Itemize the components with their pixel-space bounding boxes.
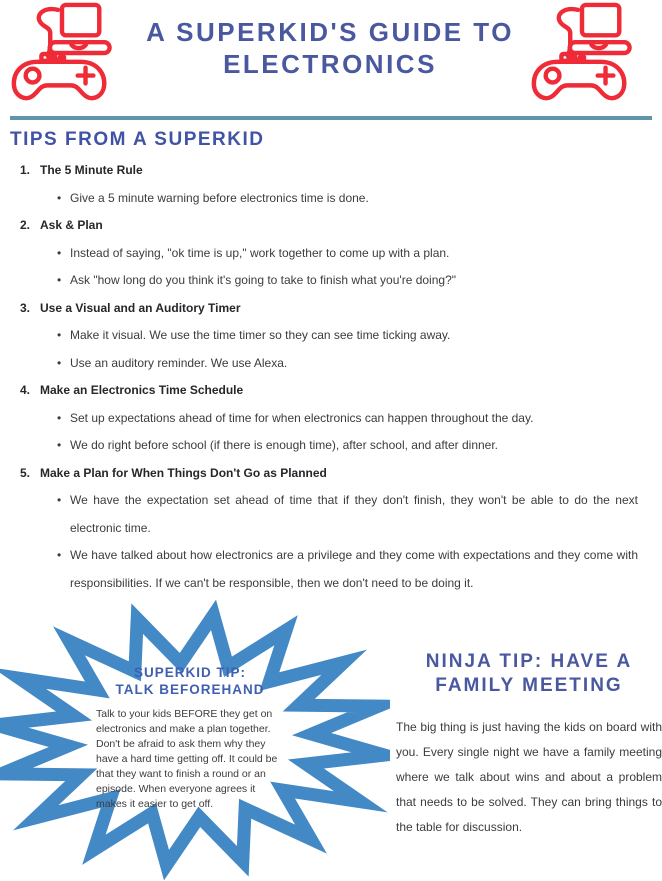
tip-bullet — [57, 322, 638, 350]
tip-bullet — [57, 405, 638, 433]
tip-title-line — [0, 377, 642, 405]
tip-number: 1. — [20, 163, 31, 177]
page-title-line2: ELECTRONICS — [223, 49, 437, 79]
bullet-icon: • — [57, 273, 62, 287]
superkid-tip-heading — [72, 664, 308, 698]
tip-bullet-text: We do right before school (if there is enough time), after school, and after dinner. — [70, 438, 499, 452]
tip-item — [0, 295, 642, 378]
ninja-tip-heading-line1: NINJA TIP: HAVE A — [425, 651, 633, 672]
tip-bullet — [57, 350, 638, 378]
tip-title: The 5 Minute Rule — [40, 163, 143, 177]
tip-bullet — [57, 542, 638, 597]
tip-bullet-text: We have the expectation set ahead of time that if they don't finish, they won't be able to do the next electronic time. — [70, 493, 638, 535]
tip-bullet — [57, 185, 638, 213]
tip-item — [0, 377, 642, 460]
bullet-icon: • — [57, 355, 62, 370]
section-divider — [10, 116, 652, 120]
tips-list — [0, 157, 642, 597]
tip-bullet — [57, 487, 638, 542]
tip-title: Ask & Plan — [40, 218, 103, 232]
tip-title-line — [0, 212, 642, 240]
bullet-icon: • — [57, 438, 62, 452]
superkid-tip-callout — [72, 664, 308, 812]
superkid-tip-heading-line1: SUPERKID TIP: — [133, 665, 246, 680]
tip-title: Use a Visual and an Auditory Timer — [40, 300, 241, 315]
bullet-icon: • — [57, 190, 62, 205]
laptop-gamepad-icon — [8, 2, 116, 104]
laptop-gamepad-icon — [528, 2, 636, 104]
tips-section-heading: TIPS FROM A SUPERKID — [10, 129, 265, 150]
ninja-tip-section — [396, 650, 662, 840]
tip-title: Make a Plan for When Things Don't Go as Planned — [40, 465, 327, 480]
tip-bullet — [57, 240, 638, 268]
tip-title-line — [0, 157, 642, 185]
tip-title-line — [0, 460, 642, 488]
tip-bullet — [57, 432, 638, 460]
ninja-tip-heading-line2: FAMILY MEETING — [435, 675, 623, 696]
bullet-icon: • — [57, 493, 62, 507]
page-title-line1: A SUPERKID'S GUIDE TO — [146, 17, 514, 47]
tip-number: 4. — [20, 383, 31, 397]
tip-bullet-text: Make it visual. We use the time timer so they can see time ticking away. — [70, 328, 451, 342]
bullet-icon: • — [57, 548, 62, 562]
tip-item — [0, 157, 642, 212]
bullet-icon: • — [57, 245, 62, 260]
tip-bullet-text: Ask "how long do you think it's going to take to finish what you're doing?" — [70, 273, 456, 287]
tip-bullet — [57, 267, 638, 295]
superkid-tip-heading-line2: TALK BEFOREHAND — [115, 682, 265, 697]
tip-item — [0, 212, 642, 295]
superkid-tip-body: Talk to your kids BEFORE they get on electronics and make a plan together. Don't be afraid to ask them why they have a hard time getting off. It could be that they want to finish a round or an episode. When everyone agrees it makes it easier to get off. — [96, 708, 278, 810]
bullet-icon: • — [57, 328, 62, 342]
tip-bullet-text: Give a 5 minute warning before electronics time is done. — [70, 190, 369, 205]
tip-title-line — [0, 295, 642, 323]
tip-bullet-text: Set up expectations ahead of time for when electronics can happen throughout the day. — [70, 410, 534, 425]
bullet-icon: • — [57, 410, 62, 425]
tip-title: Make an Electronics Time Schedule — [40, 383, 244, 397]
page-title — [118, 16, 542, 80]
ninja-tip-heading — [396, 650, 662, 698]
tip-number: 3. — [20, 300, 31, 315]
tip-number: 2. — [20, 218, 31, 232]
tip-bullet-text: Instead of saying, "ok time is up," work together to come up with a plan. — [70, 245, 450, 260]
tip-bullet-text: Use an auditory reminder. We use Alexa. — [70, 355, 288, 370]
tip-number: 5. — [20, 465, 31, 480]
ninja-tip-body: The big thing is just having the kids on board with you. Every single night we have a family meeting where we talk about wins and about a problem that needs to be solved. They can bring things to the table for discussion. — [396, 720, 662, 834]
tip-bullet-text: We have talked about how electronics are a privilege and they come with expectations and they come with responsibilities. If we can't be responsible, then we don't need to be doing it. — [70, 548, 638, 590]
tip-item — [0, 460, 642, 598]
